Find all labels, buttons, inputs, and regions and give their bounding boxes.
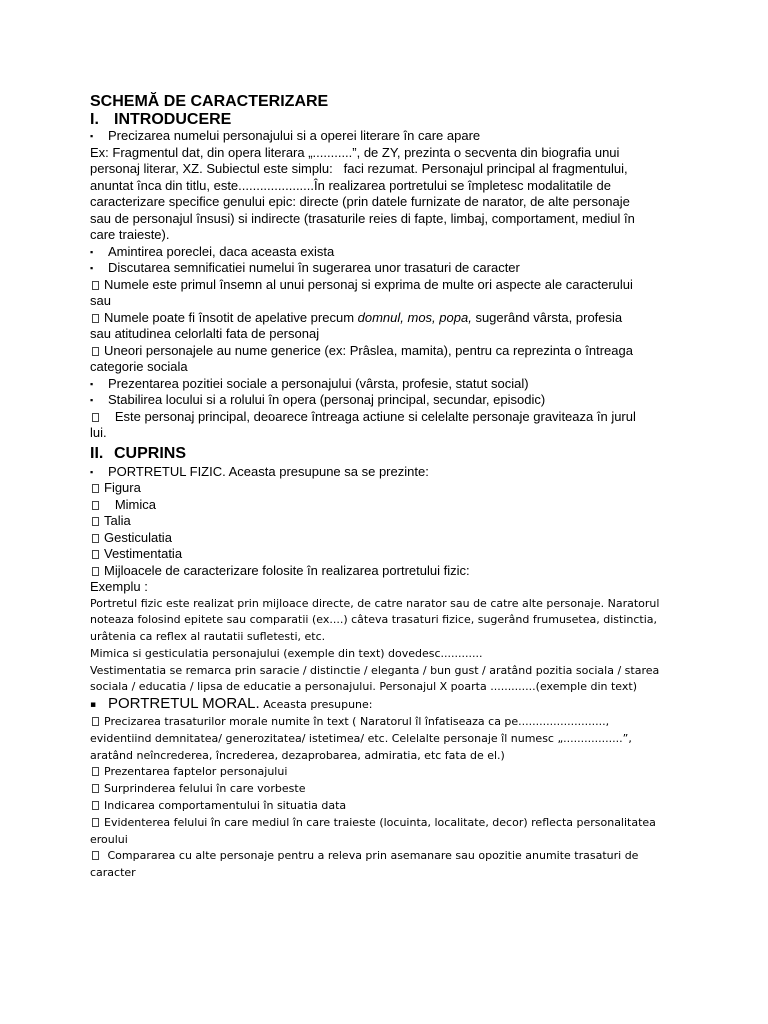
missing-glyph-box-icon bbox=[92, 413, 99, 422]
bullet-item: ▪ PORTRETUL FIZIC. Aceasta presupune sa se prezinte: bbox=[90, 463, 429, 479]
square-bullet-icon: ▪ bbox=[90, 700, 97, 711]
bullet-item-moral: ▪ PORTRETUL MORAL. Aceasta presupune: bbox=[90, 695, 373, 713]
paragraph-line: caracter bbox=[90, 866, 136, 880]
section-number: II. bbox=[90, 444, 104, 462]
missing-glyph-box-icon bbox=[92, 314, 99, 323]
missing-glyph-box-icon bbox=[92, 717, 99, 726]
missing-glyph-box-icon bbox=[92, 484, 99, 493]
example-line: Portretul fizic este realizat prin mijloace directe, de catre narator sau de catre alte personaje. Naratorul bbox=[90, 596, 660, 610]
box-item: Precizarea trasaturilor morale numite în text ( Naratorul îl înfatiseaza ca pe........................., bbox=[90, 714, 680, 731]
paragraph-line: categorie sociala bbox=[90, 359, 188, 374]
missing-glyph-box-icon bbox=[92, 517, 99, 526]
example-line: urâtenia ca reflex al rautatii sufletesti, etc. bbox=[90, 630, 326, 644]
paragraph-line: sau atitudinea celorlalti fata de personaj bbox=[90, 326, 320, 341]
paragraph-line: evidentiind demnitatea/ generozitatea/ istetimea/ etc. Celelalte personaje îl numesc „.................”, bbox=[90, 731, 632, 745]
italic-apelative: domnul, mos, popa, bbox=[357, 309, 472, 325]
missing-glyph-box-icon bbox=[92, 501, 99, 510]
box-item: Evidenterea felului în care mediul în care traieste (locuinta, localitate, decor) reflecta personalitatea bbox=[90, 815, 680, 832]
box-item: Compararea cu alte personaje pentru a releva prin asemanare sau opozitie anumite trasaturi de bbox=[90, 848, 680, 865]
document-title: SCHEMĂ DE CARACTERIZARE bbox=[90, 93, 329, 110]
missing-glyph-box-icon bbox=[92, 818, 99, 827]
box-item: Numele poate fi însotit de apelative precum domnul, mos, popa, sugerând vârsta, profesia bbox=[90, 310, 680, 327]
example-line: sociala / educatia / lipsa de educatie a personajului. Personajul X poarta .............(exemple din text) bbox=[90, 680, 637, 694]
box-item: Indicarea comportamentului în situatia data bbox=[90, 798, 680, 815]
missing-glyph-box-icon bbox=[92, 534, 99, 543]
moral-label: PORTRETUL MORAL. bbox=[108, 695, 260, 713]
paragraph-line: Ex: Fragmentul dat, din opera literara „...........”, de ZY, prezinta o secventa din biografia unui bbox=[90, 144, 620, 160]
square-bullet-icon: ▪ bbox=[90, 378, 94, 389]
section-heading-introducere bbox=[90, 111, 680, 128]
bullet-item: ▪ Discutarea semnificatiei numelui în sugerarea unor trasaturi de caracter bbox=[90, 260, 520, 275]
bullet-item: ▪ Stabilirea locului si a rolului în opera (personaj principal, secundar, episodic) bbox=[90, 392, 546, 407]
paragraph-line: caracterizare specifice genului epic: directe (prin datele furnizate de narator, de alte personaje bbox=[90, 194, 630, 209]
box-item: Mijloacele de caracterizare folosite în realizarea portretului fizic: bbox=[90, 563, 680, 580]
section-number: I. bbox=[90, 111, 99, 128]
paragraph-line: anuntat înca din titlu, este.....................În realizarea portretului se împletesc modalitatile de bbox=[90, 177, 611, 193]
paragraph-line: Exemplu : bbox=[90, 579, 148, 594]
example-line: Vestimentatia se remarca prin saracie / distinctie / eleganta / bun gust / aratând pozitia sociala / starea bbox=[90, 663, 660, 677]
bullet-item: ▪ Amintirea poreclei, daca aceasta exista bbox=[90, 243, 335, 259]
square-bullet-icon: ▪ bbox=[90, 246, 94, 257]
box-item: Talia bbox=[90, 513, 680, 530]
box-item: Vestimentatia bbox=[90, 546, 680, 563]
missing-glyph-box-icon bbox=[92, 567, 99, 576]
box-item: Prezentarea faptelor personajului bbox=[90, 764, 680, 781]
paragraph-line: sau bbox=[90, 293, 111, 308]
box-item: Uneori personajele au nume generice (ex: Prâslea, mamita), pentru ca reprezinta o întreaga bbox=[90, 343, 680, 360]
example-line: Mimica si gesticulatia personajului (exemple din text) dovedesc............ bbox=[90, 646, 483, 660]
square-bullet-icon: ▪ bbox=[90, 263, 94, 273]
box-item: Figura bbox=[90, 480, 680, 497]
section-title: CUPRINS bbox=[114, 444, 187, 462]
section-heading-cuprins bbox=[90, 445, 680, 462]
missing-glyph-box-icon bbox=[92, 784, 99, 793]
missing-glyph-box-icon bbox=[92, 550, 99, 559]
bullet-item: ▪ Prezentarea pozitiei sociale a personajului (vârsta, profesie, statut social) bbox=[90, 375, 529, 391]
document-content bbox=[90, 92, 680, 882]
missing-glyph-box-icon bbox=[92, 767, 99, 776]
square-bullet-icon: ▪ bbox=[90, 466, 94, 477]
square-bullet-icon: ▪ bbox=[90, 395, 94, 405]
example-line: noteaza folosind epitete sau comparatii (ex....) câteva trasaturi fizice, sugerând frumusetea, distinctia, bbox=[90, 613, 658, 627]
paragraph-line: sau de personajul însusi) si indirecte (trasaturile reies di fapte, limbaj, comportament, mediul în bbox=[90, 210, 635, 226]
box-item: Surprinderea felului în care vorbeste bbox=[90, 781, 680, 798]
paragraph-line: aratând neîncrederea, încrederea, dezaprobarea, admiratia, etc fata de el.) bbox=[90, 748, 505, 762]
box-item: Numele este primul însemn al unui personaj si exprima de multe ori aspecte ale caracterului bbox=[90, 277, 680, 294]
missing-glyph-box-icon bbox=[92, 347, 99, 356]
square-bullet-icon: ▪ bbox=[90, 131, 94, 141]
missing-glyph-box-icon bbox=[92, 801, 99, 810]
bullet-item: ▪ Precizarea numelui personajului si a operei literare în care apare bbox=[90, 128, 481, 143]
missing-glyph-box-icon bbox=[92, 281, 99, 290]
paragraph-line: eroului bbox=[90, 832, 128, 846]
box-item: Mimica bbox=[90, 497, 680, 514]
missing-glyph-box-icon bbox=[92, 851, 99, 860]
paragraph-line: care traieste). bbox=[90, 227, 170, 242]
section-title: INTRODUCERE bbox=[114, 111, 232, 128]
box-item: Este personaj principal, deoarece întreaga actiune si celelalte personaje graviteaza în jurul bbox=[90, 409, 680, 426]
box-item: Gesticulatia bbox=[90, 530, 680, 547]
paragraph-line: personaj literar, XZ. Subiectul este simplu: faci rezumat. Personajul principal al fragmentului, bbox=[90, 161, 628, 176]
paragraph-line: lui. bbox=[90, 425, 107, 440]
